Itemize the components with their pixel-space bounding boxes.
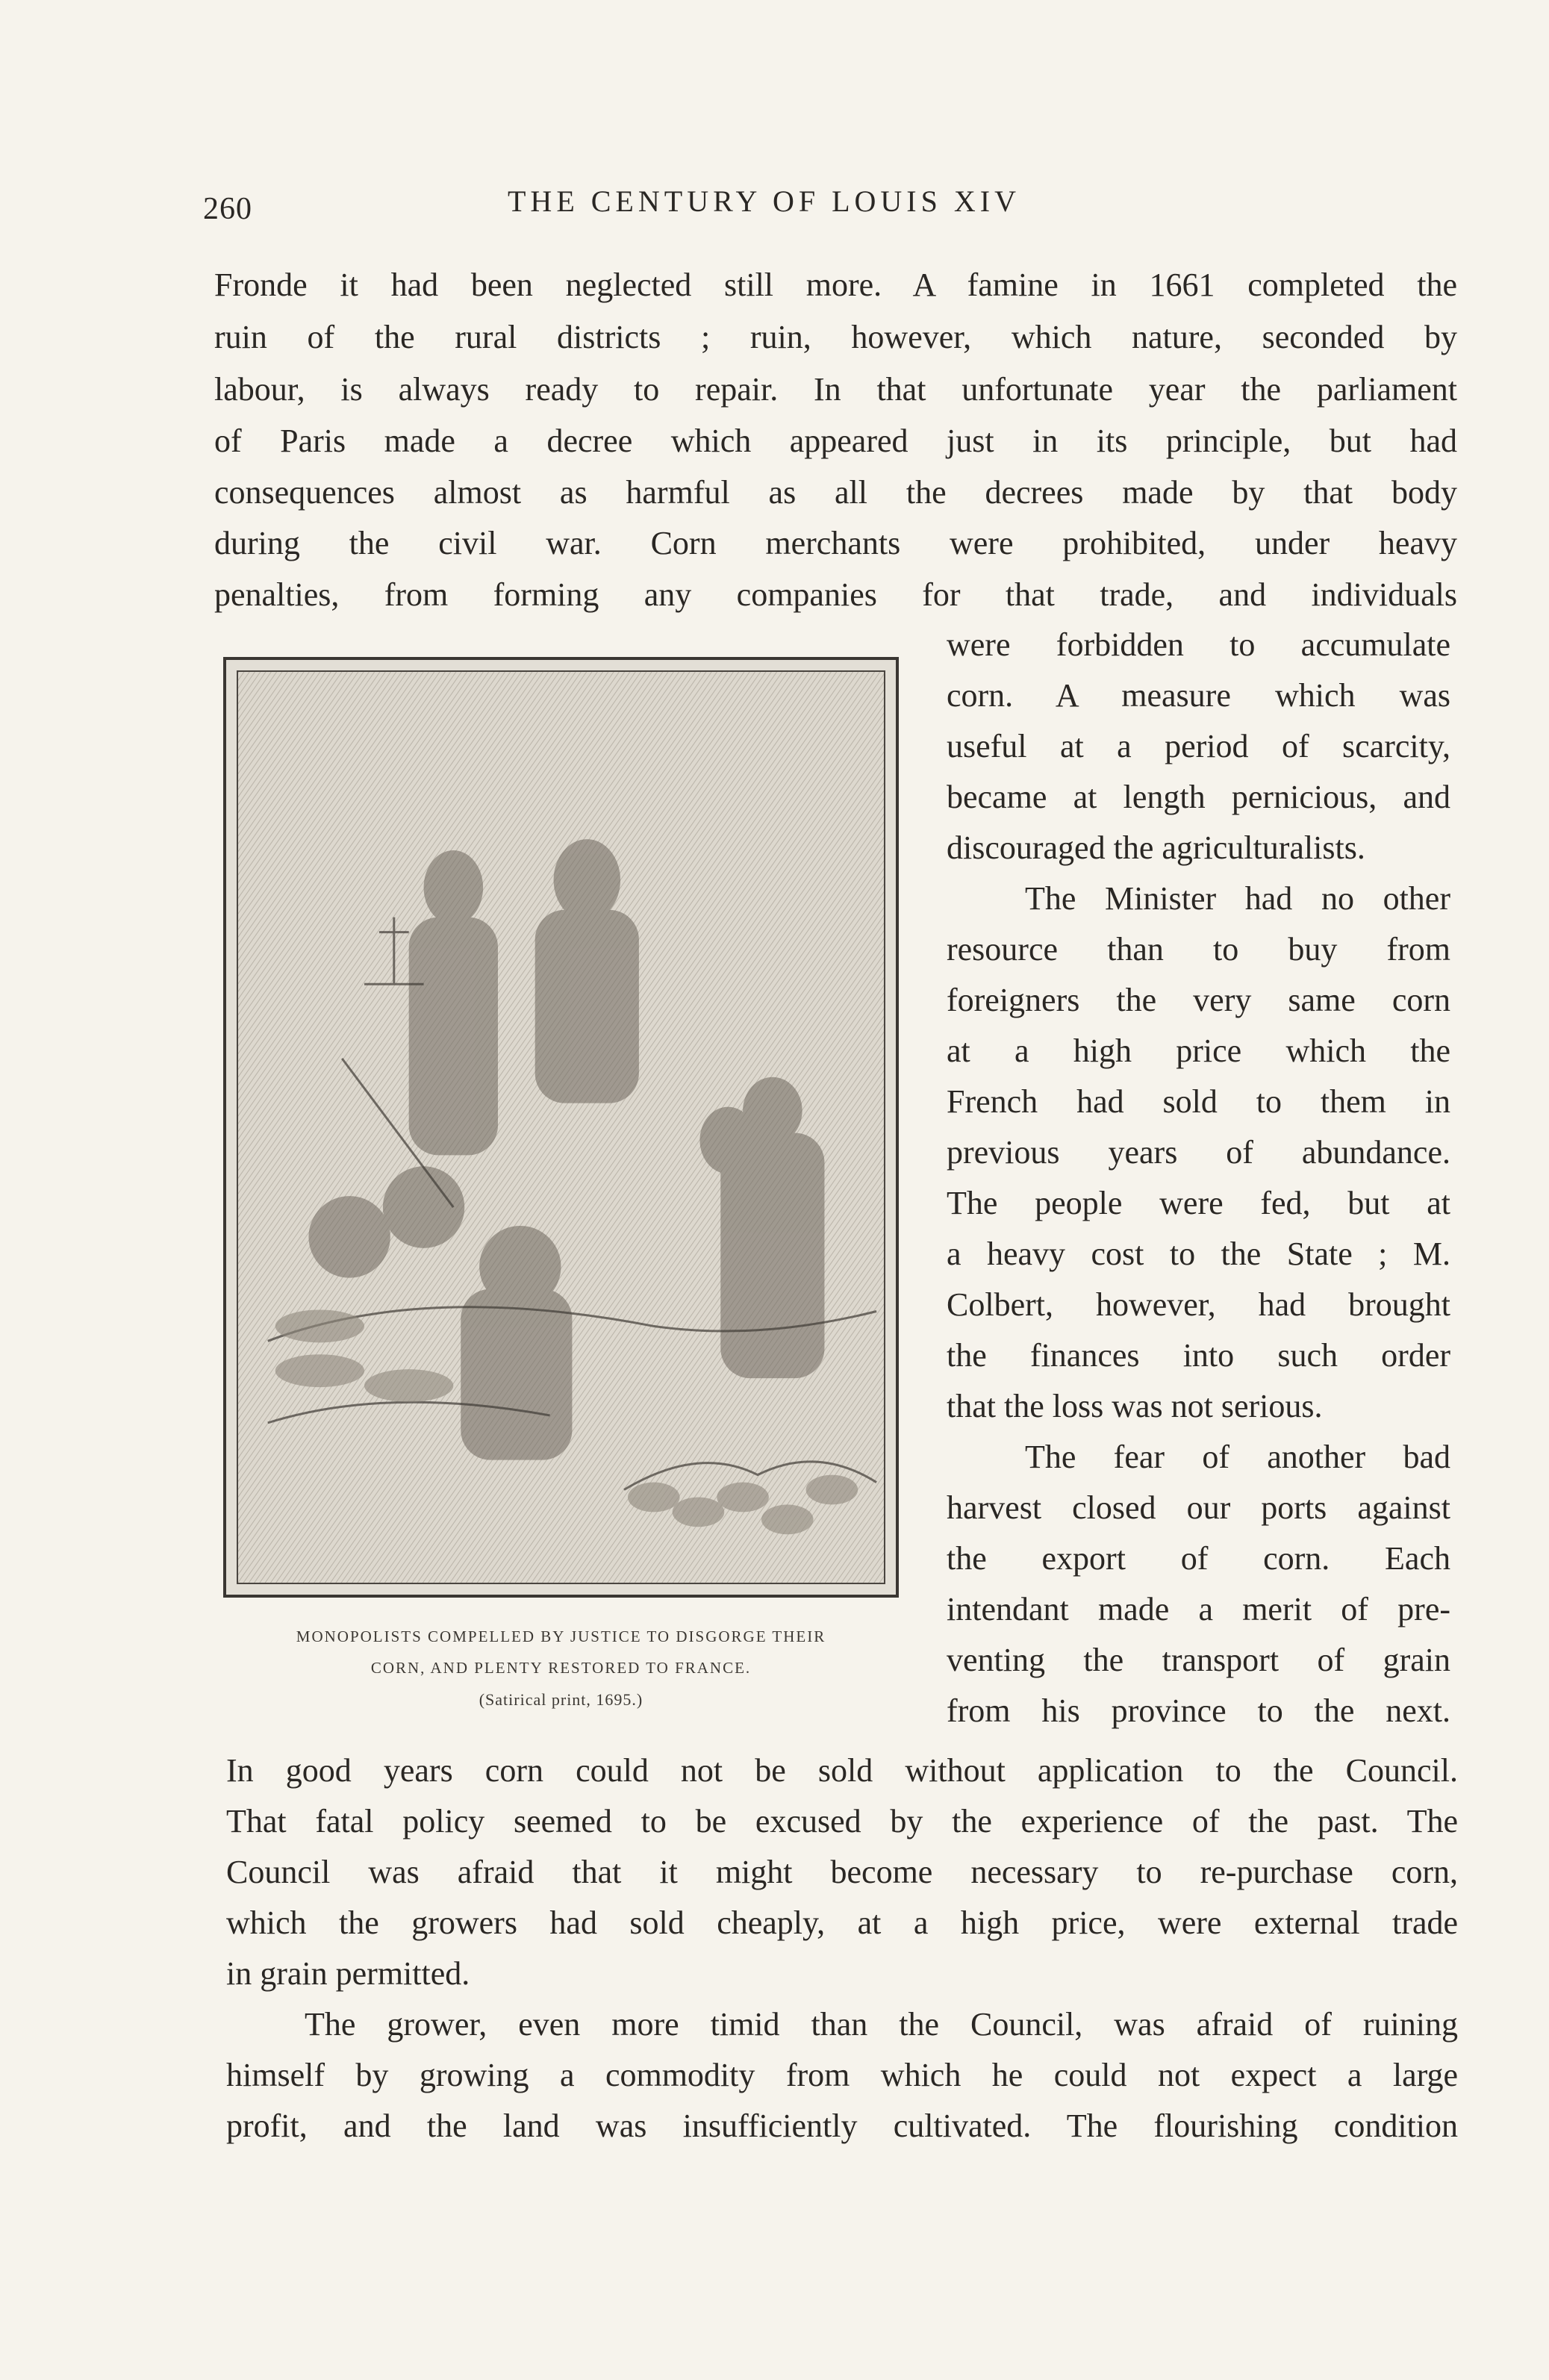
body-line: useful at a period of scarcity, [947,728,1450,764]
engraving-placeholder [237,670,885,1584]
body-line: harvest closed our ports against [947,1489,1450,1526]
figure-caption-line: (Satirical print, 1695.) [479,1690,643,1709]
figure-illustration [223,657,899,1598]
body-line: The Minister had no other [1025,880,1450,917]
body-line: the finances into such order [947,1337,1450,1374]
body-line: That fatal policy seemed to be excused by the experience of the past. The [226,1803,1458,1839]
body-line: corn. A measure which was [947,677,1450,714]
body-line: French had sold to them in [947,1083,1450,1120]
body-line: discouraged the agriculturalists. [947,829,1365,866]
figure-caption-line: MONOPOLISTS COMPELLED BY JUSTICE TO DISGORGE THEIR [296,1627,826,1645]
body-line: became at length pernicious, and [947,779,1450,815]
body-line: penalties, from forming any companies for that trade, and individuals [214,576,1457,613]
body-line: Colbert, however, had brought [947,1286,1450,1323]
body-line: consequences almost as harmful as all the decrees made by that body [214,474,1457,511]
engraving-sketch [238,672,884,1583]
body-line: intendant made a merit of pre- [947,1591,1450,1627]
body-line: were forbidden to accumulate [947,626,1450,663]
body-line: previous years of abundance. [947,1134,1450,1171]
body-line: Council was afraid that it might become necessary to re-purchase corn, [226,1854,1458,1890]
running-head: THE CENTURY OF LOUIS XIV [508,184,1020,218]
body-line: at a high price which the [947,1032,1450,1069]
page-number: 260 [203,192,252,226]
body-line: The grower, even more timid than the Council, was afraid of ruining [305,2006,1458,2043]
body-line: labour, is always ready to repair. In that unfortunate year the parliament [214,371,1457,408]
body-line: The people were fed, but at [947,1185,1450,1221]
body-line: profit, and the land was insufficiently cultivated. The flourishing condition [226,2108,1458,2144]
body-line: a heavy cost to the State ; M. [947,1236,1450,1272]
body-line: resource than to buy from [947,931,1450,968]
body-line: that the loss was not serious. [947,1388,1323,1424]
figure-caption-line: CORN, AND PLENTY RESTORED TO FRANCE. [370,1659,752,1677]
body-line: venting the transport of grain [947,1642,1450,1678]
body-line: himself by growing a commodity from which he could not expect a large [226,2057,1458,2093]
body-line: In good years corn could not be sold without application to the Council. [226,1752,1458,1789]
body-line: foreigners the very same corn [947,982,1450,1018]
body-line: Fronde it had been neglected still more. A famine in 1661 completed the [214,267,1457,303]
body-line: from his province to the next. [947,1692,1450,1729]
body-line: of Paris made a decree which appeared just in its principle, but had [214,423,1457,459]
body-line: ruin of the rural districts ; ruin, however, which nature, seconded by [214,319,1457,355]
body-line: in grain permitted. [226,1955,470,1992]
body-line: The fear of another bad [1025,1439,1450,1475]
body-line: during the civil war. Corn merchants were prohibited, under heavy [214,525,1457,561]
body-line: which the growers had sold cheaply, at a high price, were external trade [226,1904,1458,1941]
body-line: the export of corn. Each [947,1540,1450,1577]
